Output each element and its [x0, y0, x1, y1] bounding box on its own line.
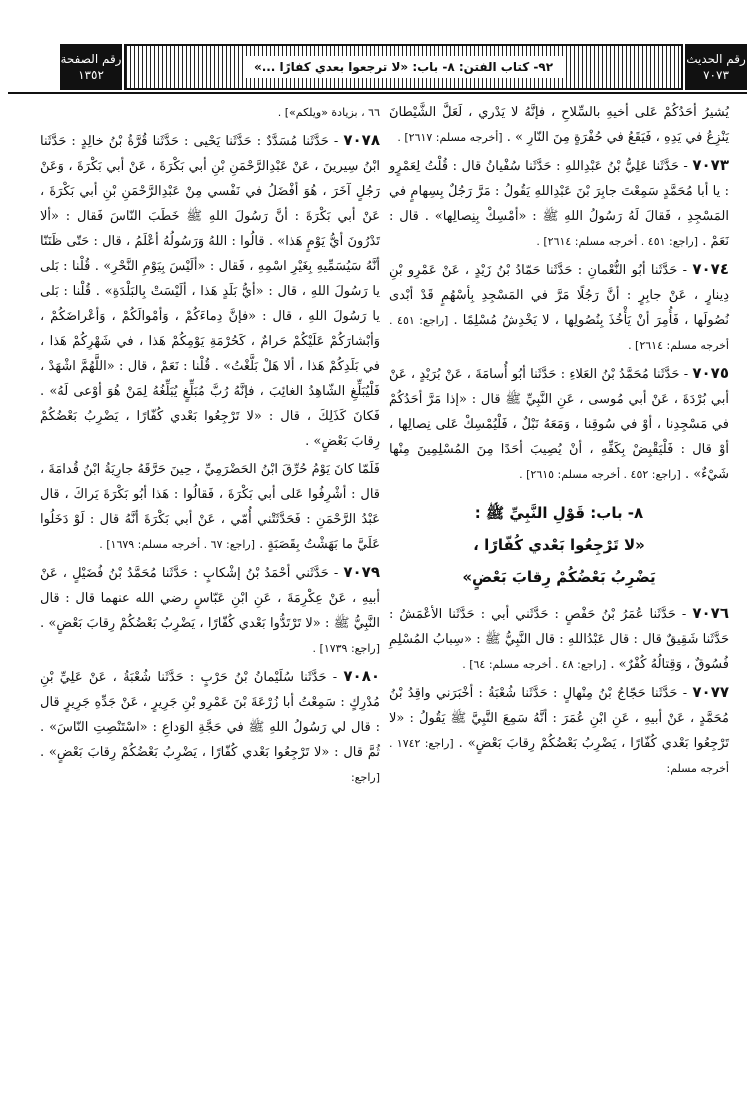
reference: ٦٦ ، بزيادة «ويلكم»] . — [277, 106, 380, 119]
hadith-number: ٧٠٧٨ — [343, 131, 380, 149]
hadith-text: - حَدَّثَنا مُسَدَّدٌ : حَدَّثَنا يَحْيى : حَدَّثَنا قُرَّةُ بْنُ خالِدٍ : حَدَّثَنا ابْنُ سِيرينَ ، عَنْ عَبْدِالرَّحْمَنِ بْنِ أبي بَكْرَةَ ، عَنْ أبي بَكْرَةَ ، وَعَنْ رَجُلٍ آخَرَ ، هُوَ أفْضَلُ في نَفْسي مِنْ عَبْدِالرَّحْمَنِ بْنِ أبي بَكْرَةَ ، عَنْ أبي بَكْرَةَ : أنَّ رَسُولَ اللهِ ﷺ خَطَبَ النّاسَ فَقال : «ألا تَدْرُونَ أيُّ يَوْمٍ هَذا» . قالُوا : اللهُ وَرَسُولُهُ أعْلَمُ ، قال : حَتّى ظَنَنّا أنَّهُ سَيُسَمِّيهِ بِغَيْرِ اسْمِهِ ، فَقال : «ألَيْسَ بِيَوْمِ النَّحْرِ» . قُلْنا : بَلى يا رَسُولَ اللهِ ، قال : «أيُّ بَلَدٍ هَذا ، ألَيْسَتْ بِالبَلْدَةِ» . قُلْنا : بَلى يا رَسُولَ اللهِ ، قال : «فإنَّ دِماءَكُمْ ، وَأمْوالَكُمْ ، وَأعْراضَكُمْ ، وَأبْشارَكُمْ عَلَيْكُمْ حَرامٌ ، كَحُرْمَةِ يَوْمِكُمْ هَذا ، في شَهْرِكُمْ هَذا ، في بَلَدِكُمْ هَذا ، ألا هَلْ بَلَّغْتُ» . قُلْنا : نَعَمْ ، قال : «اللَّهُمَّ اشْهَدْ ، فَلْيُبَلِّغِ الشّاهِدُ الغائِبَ ، فإنَّهُ رُبَّ مُبَلِّغٍ يُبَلِّغُهُ لِمَنْ هُوَ أوْعى لَهُ» . فَكانَ كَذَلِكَ ، قال : «لا تَرْجِعُوا بَعْدي كُفّارًا ، يَضْرِبُ بَعْضُكُمْ رِقابَ بَعْضٍ» . — [40, 134, 380, 449]
reference: [راجع: ١٧٣٩] . — [312, 642, 380, 655]
paragraph — [389, 100, 729, 150]
paragraph — [40, 100, 380, 125]
page-label: رقم الصفحة — [60, 52, 122, 66]
chapter-line-2: «لا تَرْجِعُوا بَعْدي كُفّارًا ، — [473, 536, 645, 554]
reference: [راجع: ٤٥١ . أخرجه مسلم: ٢٦١٤] . — [536, 235, 699, 248]
paragraph — [40, 457, 380, 557]
reference: [راجع: — [350, 771, 380, 784]
hadith-number: ٧٠٧٣ — [692, 156, 729, 174]
header-rule — [8, 92, 747, 94]
chapter-line-3: يَضْرِبُ بَعْضُكُمْ رِقابَ بَعْضٍ» — [462, 568, 656, 586]
hadith-number-box — [685, 44, 747, 90]
hadith-number: ٧٠٧٤ — [692, 260, 729, 278]
hadith-7079 — [40, 560, 380, 661]
running-title-box — [124, 44, 683, 90]
hadith-text: - حَدَّثَنا حَجّاجُ بْنُ مِنْهالٍ : حَدَّثَنا شُعْبَةُ : أخْبَرَني واقِدُ بْنُ مُحَمَّدٍ ، عَنْ أبيهِ ، عَنِ ابْنِ عُمَرَ : أنَّهُ سَمِعَ النَّبِيَّ ﷺ يَقُولُ : «لا تَرْجِعُوا بَعْدي كُفّارًا ، يَضْرِبُ بَعْضُكُمْ رِقابَ بَعْضٍ» . — [389, 686, 729, 751]
hadith-7075 — [389, 361, 729, 487]
hadith-text: - حَدَّثَنا مُحَمَّدُ بْنُ العَلاءِ : حَدَّثَنا أبُو أُسامَةَ ، عَنْ بُرَيْدٍ ، عَنْ أبي بُرْدَةَ ، عَنْ أبي مُوسى ، عَنِ النَّبِيِّ ﷺ قال : «إذا مَرَّ أحَدُكُمْ في مَسْجِدِنا ، أوْ في سُوقِنا ، وَمَعَهُ نَبْلٌ ، فَلْيُمْسِكْ عَلى نِصالِها ، أوْ قال : فَلْيَقْبِضْ بِكَفِّهِ ، أنْ يُصِيبَ أحَدًا مِنَ المُسْلِمِينَ مِنْها شَيْءٌ» . — [389, 367, 729, 482]
page-header — [8, 44, 747, 90]
page-number: ١٣٥٢ — [78, 68, 104, 82]
hadith-7078 — [40, 128, 380, 454]
hadith-text: - حَدَّثَنا أبُو النُّعْمانِ : حَدَّثَنا حَمّادُ بْنُ زَيْدٍ ، عَنْ عَمْرِو بْنِ دِينارٍ ، عَنْ جابِرٍ : أنَّ رَجُلًا مَرَّ في المَسْجِدِ بِأسْهُمٍ قَدْ أبْدى نُصُولَها ، فَأُمِرَ أنْ يَأْخُذَ بِنُصُولِها ، لا يَخْدِشُ مُسْلِمًا . — [389, 263, 729, 328]
reference: [راجع: ٤٥١ . أخرجه مسلم: ٢٦١٤] . — [389, 314, 729, 352]
hadith-number: ٧٠٧٦ — [692, 604, 729, 622]
hadith-text: - حَدَّثَنا عُمَرُ بْنُ حَفْصٍ : حَدَّثَني أبي : حَدَّثَنا الأعْمَشُ : حَدَّثَنا شَقِيقٌ قال : قال عَبْدُاللهِ : قال النَّبِيُّ ﷺ : «سِبابُ المُسْلِمِ فُسُوقٌ ، وَقِتالُهُ كُفْرٌ» . — [389, 607, 729, 672]
text: فَلَمّا كانَ يَوْمُ حُرِّقَ ابْنُ الحَضْرَمِيِّ ، حِينَ حَرَّقَهُ جارِيَةُ ابْنُ قُدامَةَ ، قال : أشْرِفُوا عَلى أبي بَكْرَةَ ، فَقالُوا : هَذا أبُو بَكْرَةَ يَراكَ ، قال عَبْدُ الرَّحْمَنِ : فَحَدَّثَتْني أُمّي ، عَنْ أبي بَكْرَةَ أنَّهُ قال : لَوْ دَخَلُوا عَلَيَّ ما بَهَشْتُ بِقَصَبَةٍ . — [40, 462, 380, 552]
hadith-number: ٧٠٨٠ — [343, 667, 381, 685]
hadith-7080 — [40, 664, 380, 790]
left-column — [40, 100, 380, 793]
reference: [راجع: ٤٥٢ . أخرجه مسلم: ٢٦١٥] . — [519, 468, 681, 481]
text: يُشيرُ أحَدُكُمْ عَلى أخيهِ بالسِّلاحِ ، فإنَّهُ لا يَدْري ، لَعَلَّ الشَّيْطانَ يَنْزِعُ في يَدِهِ ، فَيَقَعُ في حُفْرَةٍ مِنَ النّارِ » . — [389, 105, 729, 145]
hadith-7077 — [389, 680, 729, 781]
page-number-box — [60, 44, 122, 90]
reference: [أخرجه مسلم: ٢٦١٧] . — [397, 131, 503, 144]
reference: [راجع: ١٧٤٢ . أخرجه مسلم: — [389, 737, 729, 775]
hadith-7073 — [389, 153, 729, 254]
hadith-number: ٧٠٧٧ — [692, 683, 730, 701]
hadith-text: - حَدَّثَنا عَلِيُّ بْنُ عَبْدِاللهِ : حَدَّثَنا سُفْيانُ قال : قُلْتُ لِعَمْرٍو : يا أبا مُحَمَّدٍ سَمِعْتَ جابِرَ بْنَ عَبْدِاللهِ يَقُولُ : مَرَّ رَجُلٌ بِسِهامٍ في المَسْجِدِ ، فَقالَ لَهُ رَسُولُ اللهِ ﷺ : «أمْسِكْ بِنِصالِها» . قال : نَعَمْ . — [389, 159, 729, 249]
hadith-number: ٧٠٧٩ — [343, 563, 380, 581]
reference: [راجع: ٦٧ . أخرجه مسلم: ١٦٧٩] . — [99, 538, 256, 551]
hadith-text: - حَدَّثَني أحْمَدُ بْنُ إشْكابٍ : حَدَّثَنا مُحَمَّدُ بْنُ فُضَيْلٍ ، عَنْ أبيهِ ، عَنْ عِكْرِمَةَ ، عَنِ ابْنِ عَبّاسٍ رضي الله عنهما قال : قال النَّبِيُّ ﷺ : «لا تَرْتَدُّوا بَعْدي كُفّارًا ، يَضْرِبُ بَعْضُكُمْ رِقابَ بَعْضٍ» . — [40, 566, 380, 631]
hadith-7076 — [389, 601, 729, 677]
hadith-label: رقم الحديث — [686, 52, 746, 66]
chapter-heading — [389, 497, 729, 593]
right-column — [389, 100, 729, 784]
reference: [راجع: ٤٨ . أخرجه مسلم: ٦٤] . — [462, 658, 607, 671]
hadith-number: ٧٠٧٣ — [703, 68, 729, 82]
hadith-7074 — [389, 257, 729, 358]
hadith-text: - حَدَّثَنا سُلَيْمانُ بْنُ حَرْبٍ : حَدَّثَنا شُعْبَةُ ، عَنْ عَلِيِّ بْنِ مُدْرِكٍ : سَمِعْتُ أبا زُرْعَةَ بْنَ عَمْرِو بْنِ جَرِيرٍ ، عَنْ جَدِّهِ جَرِيرٍ قال : قال لي رَسُولُ اللهِ ﷺ في حَجَّةِ الوَداعِ : «اسْتَنْصِتِ النّاسَ» . ثُمَّ قال : «لا تَرْجِعُوا بَعْدي كُفّارًا ، يَضْرِبُ بَعْضُكُمْ رِقابَ بَعْضٍ» . — [40, 670, 380, 760]
hadith-number: ٧٠٧٥ — [692, 364, 729, 382]
running-title: ٩٢- كتاب الفتن: ٨- باب: «لا ترجعوا بعدي كفارًا ...» — [244, 56, 563, 78]
chapter-line-1: ٨- باب: قَوْلِ النَّبِيِّ ﷺ : — [474, 504, 644, 522]
